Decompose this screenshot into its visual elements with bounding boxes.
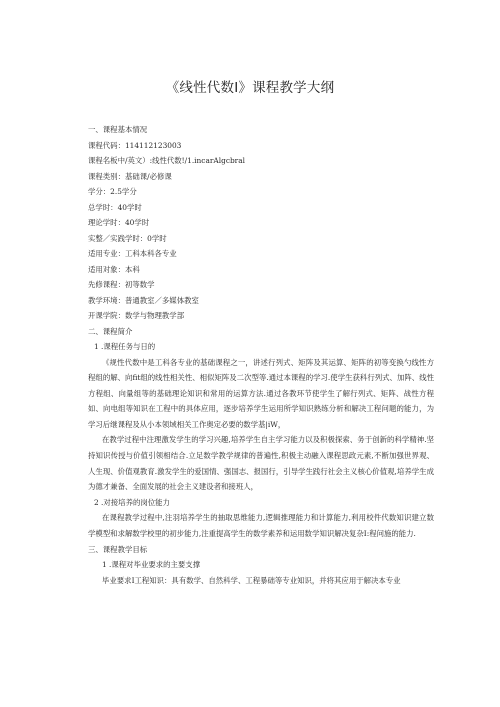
section-heading-intro: 二、课程简介 xyxy=(88,326,133,336)
document-title: 《线性代数I》课程教学大纲 xyxy=(165,80,335,96)
paragraph-course-description: 《规性代数中是工科各专业的基础课程之一，讲述行列式、矩阵及其运算、矩阵的初等变换勺线性方程组的解、向fit组的线性相关性、相似矩阵及二次型等.通过本课程的学习.使学生获科行列式、加阵、线性方程组、向量组等的基础理论知识和常用的运算方法.通过各教环节使学生了解行列式、矩阵、战性方程如、向电组等知识在工程中的具体应用，逐步培养学生运用所学知识熟练分析和解决工程问题的能力，为学习后继课程及从小本领域相关工作奥定必要的数学基|iW， xyxy=(88,357,434,429)
basic-info-list xyxy=(88,138,434,324)
subheading-task-purpose: 1 .课程任务与日的 xyxy=(94,342,156,351)
info-total-hours: 总学时：40学时 xyxy=(88,202,142,212)
subheading-graduation-support: 1 .课程对毕业要求的主要支撑 xyxy=(102,560,201,570)
section-heading-basic-info: 一、课程基本情况 xyxy=(88,125,148,134)
info-practice-hours: 实整／实践学时：0学时 xyxy=(88,233,167,243)
info-theory-hours: 理论学时：40学时 xyxy=(88,218,150,227)
section-heading-goals: 三、课程教学目标 xyxy=(88,544,148,554)
info-course-name: 课程名板中/英文）:线性代数!/1.incarAlgcbral xyxy=(88,156,245,165)
info-prerequisites: 先修课程：初等数学 xyxy=(88,280,155,289)
info-course-code: 课程代码：114112123003 xyxy=(88,140,182,150)
paragraph-teaching-process: 在教学过程中注理激发学生的学习兴趣,培养学生自主学习能力以及积极探索、务于创新的科学精神.坚持知识传授与价值引领相结合.立足数学教学规律的普遍性,积极主动融入课程思政元素,不断加强世界观、人生现、价值观教育.激发学生的爱国情、强国志、报国行，引导学生践行社会主义核心价值观,培养学生成为德才兼备、全面发展的社会主义建设者和接班人， xyxy=(88,435,434,492)
paragraph-graduation-requirement: 毕业要求I工程知识：具有数学、自然科学、工程暴础等专业知识，并将其应用于解决本专业 xyxy=(102,575,401,585)
info-target-students: 适用对象：本科 xyxy=(88,264,140,274)
subheading-job-ability: 2 .对接培养的岗位能力 xyxy=(94,497,170,507)
document-body xyxy=(88,122,434,588)
info-course-category: 课程类别：基础课/必修课 xyxy=(88,171,172,181)
info-credits: 学分：2.5学分 xyxy=(88,187,137,196)
info-offering-college: 开课学院：数学与物理教学部 xyxy=(88,311,185,320)
info-teaching-environment: 教学环境：普通教室／多媒体教室 xyxy=(88,295,199,305)
paragraph-ability-training: 在课程教学过程中,注羽培养学生的抽取思维能力,逻辑推理能力和计算能力,利用校件代数知识建立数学模型和求解数学校里的初步能力,注重提高学生的数学素养和运用数学知识解决复杂I:程问施的能力. xyxy=(88,513,434,538)
info-applicable-major: 适用专业：工科本科各专业 xyxy=(88,249,177,258)
